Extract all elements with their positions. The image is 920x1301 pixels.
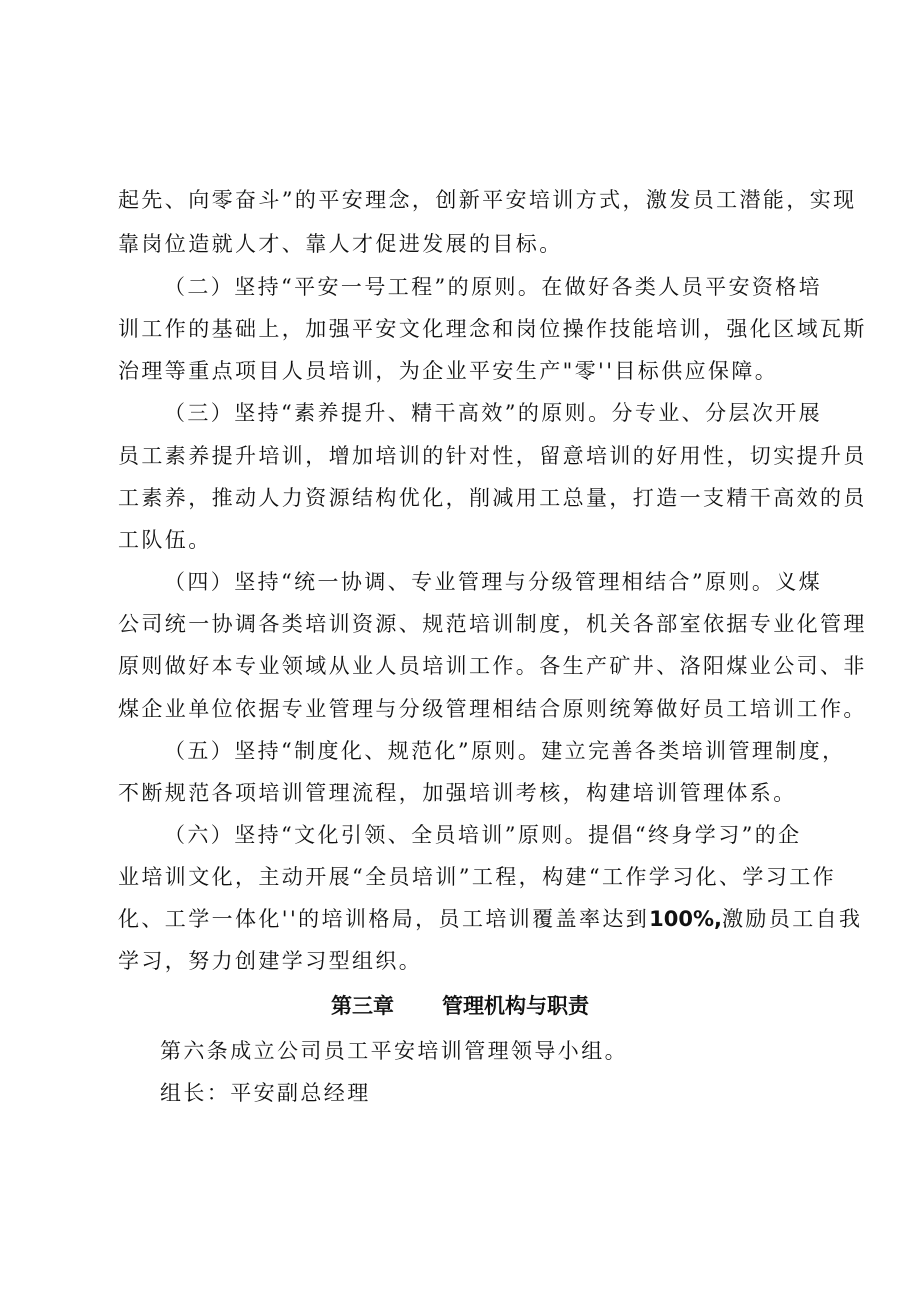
paragraph-2-line-1: （二）坚持“平安一号工程”的原则。在做好各类人员平安资格培 [164,275,823,299]
paragraph-3-line-4: 工队伍。 [118,528,212,552]
paragraph-4-line-3: 原则做好本专业领域从业人员培训工作。各生产矿井、洛阳煤业公司、非 [118,654,867,678]
coverage-rate: 100%, [649,907,723,931]
chapter-number: 第三章 [331,994,394,1018]
chapter-heading [0,991,920,1021]
paragraph-1-line-1: 起先、向零奋斗”的平安理念，创新平安培训方式，激发员工潜能，实现 [118,188,857,212]
group-leader: 组长：平安副总经理 [160,1081,371,1105]
paragraph-6-line-4: 学习，努力创建学习型组织。 [118,949,423,973]
paragraph-6-line-3 [118,904,863,934]
paragraph-3-line-1: （三）坚持“素养提升、精干高效”的原则。分专业、分层次开展 [164,401,823,425]
paragraph-6-line-2: 业培训文化，主动开展“全员培训”工程，构建“工作学习化、学习工作 [118,865,837,889]
paragraph-4-line-1: （四）坚持“统一协调、专业管理与分级管理相结合”原则。义煤 [164,570,823,594]
paragraph-2-line-2: 训工作的基础上，加强平安文化理念和岗位操作技能培训，强化区域瓦斯 [118,317,867,341]
paragraph-3-line-2: 员工素养提升培训，增加培训的针对性，留意培训的好用性，切实提升员 [118,444,867,468]
paragraph-6-line-1: （六）坚持“文化引领、全员培训”原则。提倡“终身学习”的企 [164,823,802,847]
paragraph-4-line-2: 公司统一协调各类培训资源、规范培训制度，机关各部室依据专业化管理 [118,612,867,636]
paragraph-5-line-1: （五）坚持“制度化、规范化”原则。建立完善各类培训管理制度， [164,739,846,763]
paragraph-2-line-3: 治理等重点项目人员培训，为企业平安生产"零''目标供应保障。 [118,359,779,383]
paragraph-5-line-2: 不断规范各项培训管理流程，加强培训考核，构建培训管理体系。 [118,781,797,805]
paragraph-6-line-3-tail: 激励员工自我 [722,907,863,931]
chapter-title: 管理机构与职责 [442,994,589,1018]
paragraph-3-line-3: 工素养，推动人力资源结构优化，削减用工总量，打造一支精干高效的员 [118,486,867,510]
paragraph-6-line-3-text: 化、工学一体化''的培训格局，员工培训覆盖率达到 [118,907,650,931]
paragraph-1-line-2: 靠岗位造就人才、靠人才促进发展的目标。 [118,232,563,256]
article-six: 第六条成立公司员工平安培训管理领导小组。 [160,1039,628,1063]
paragraph-4-line-4: 煤企业单位依据专业管理与分级管理相结合原则统筹做好员工培训工作。 [118,697,867,721]
